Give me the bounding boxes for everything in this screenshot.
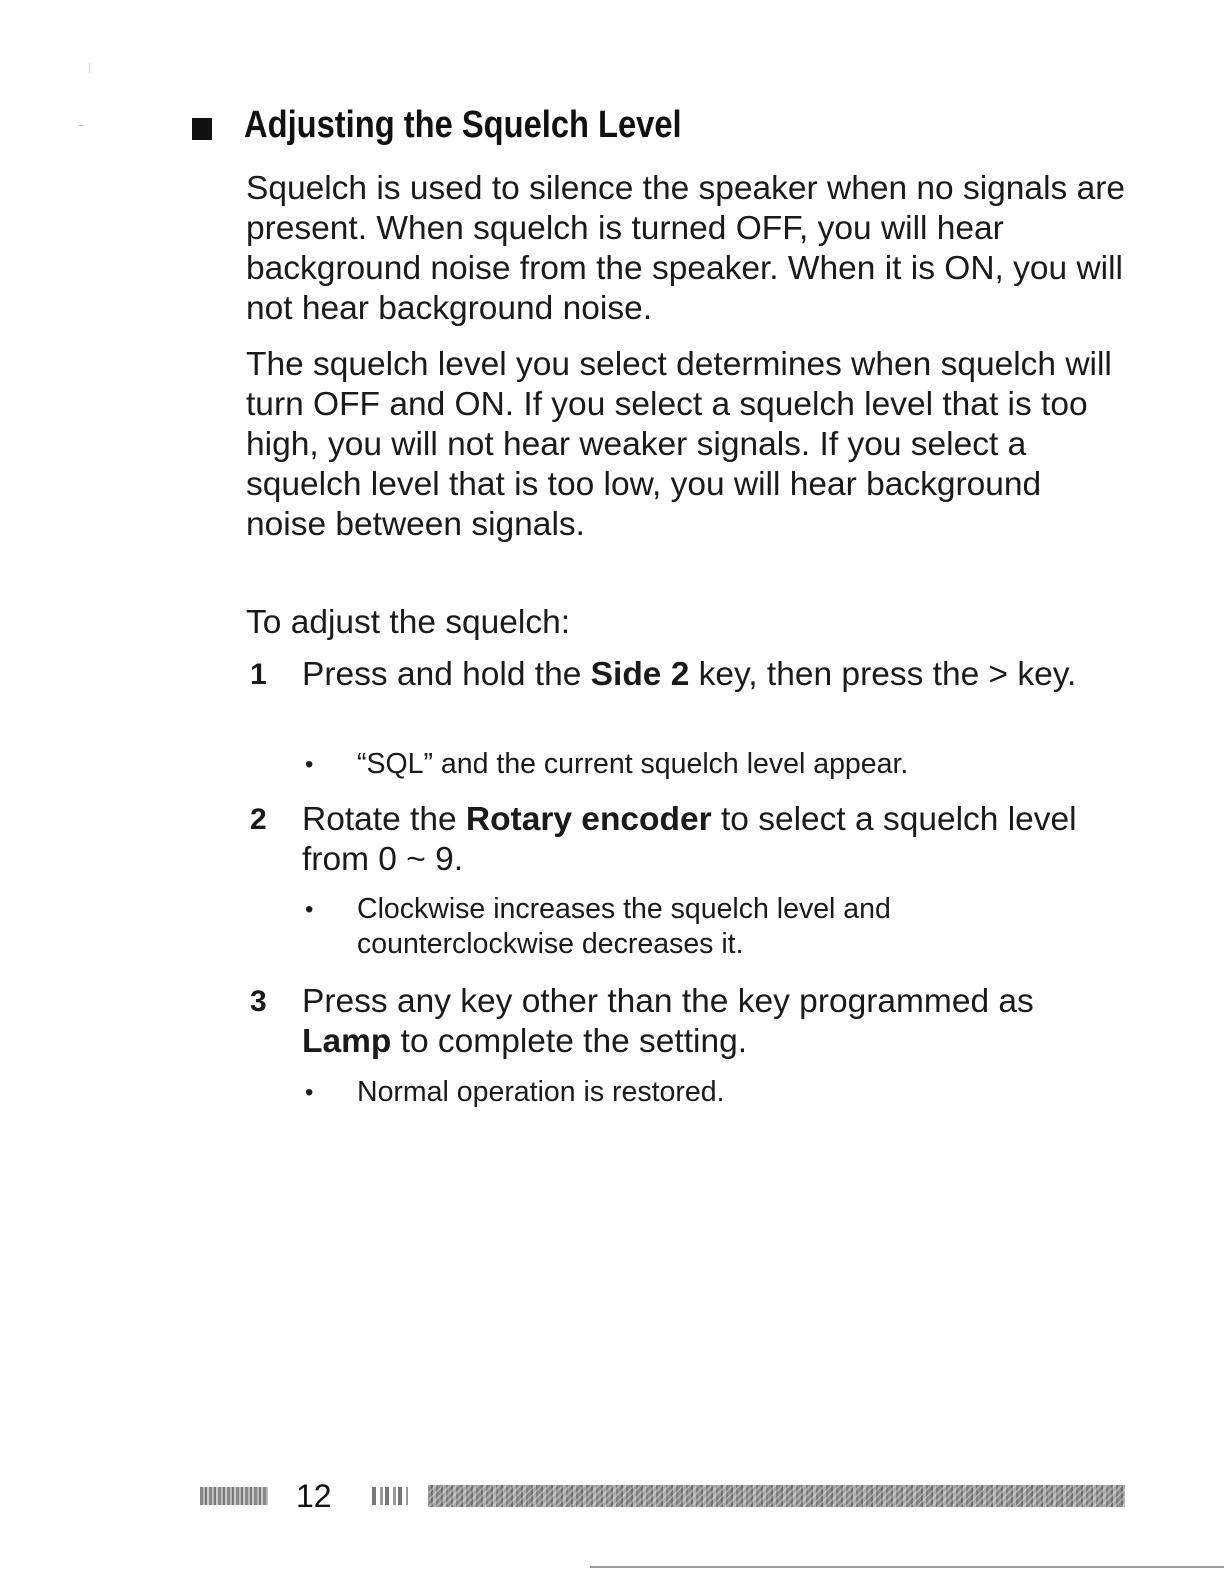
page-number: 12 <box>296 1478 332 1514</box>
step-2 <box>250 800 1130 880</box>
step-text: Press and hold the Side 2 key, then press the > key. <box>302 656 1077 693</box>
footer-decoration <box>372 1487 408 1505</box>
bullet-icon: • <box>305 751 314 778</box>
intro-paragraph: Squelch is used to silence the speaker when no signals are present. When squelch is turned OFF, you will hear background noise from the speaker. When it is ON, you will not hear background noise. <box>246 170 1125 327</box>
note-text: Normal operation is restored. <box>357 1076 725 1108</box>
step-3-note <box>305 1075 1105 1110</box>
instructions-lead-in: To adjust the squelch: <box>246 604 571 641</box>
section-title: Adjusting the Squelch Level <box>244 104 682 146</box>
step-number: 3 <box>250 985 267 1018</box>
bullet-icon: • <box>305 1079 314 1106</box>
step-3 <box>250 982 1130 1062</box>
page-footer <box>200 1478 1125 1518</box>
section-heading <box>192 104 753 147</box>
step-1-note <box>305 747 1105 782</box>
step-text: Rotate the Rotary encoder to select a squelch level from 0 ~ 9. <box>302 801 1077 878</box>
footer-bar <box>428 1485 1125 1507</box>
step-number: 1 <box>250 658 267 691</box>
step-1 <box>250 655 1130 695</box>
square-bullet-icon <box>192 118 212 140</box>
step-2-note <box>305 892 1105 962</box>
scan-mark <box>89 63 90 73</box>
step-text: Press any key other than the key programmed as Lamp to complete the setting. <box>302 983 1034 1060</box>
squelch-level-paragraph: The squelch level you select determines when squelch will turn OFF and ON. If you select a squelch level that is too high, you will not hear weaker signals. If you select a squelch level that is too low, you will hear background noise between signals. <box>246 346 1112 543</box>
step-number: 2 <box>250 803 267 836</box>
footer-decoration <box>200 1487 268 1505</box>
key-name: Side 2 <box>590 656 690 693</box>
key-name: Lamp <box>302 1023 392 1060</box>
note-text: Clockwise increases the squelch level and counterclockwise decreases it. <box>357 893 891 960</box>
note-text: “SQL” and the current squelch level appear. <box>357 748 909 780</box>
control-name: Rotary encoder <box>465 801 712 838</box>
scan-mark <box>78 125 84 126</box>
scan-edge-line <box>590 1566 1224 1568</box>
bullet-icon: • <box>305 896 314 923</box>
